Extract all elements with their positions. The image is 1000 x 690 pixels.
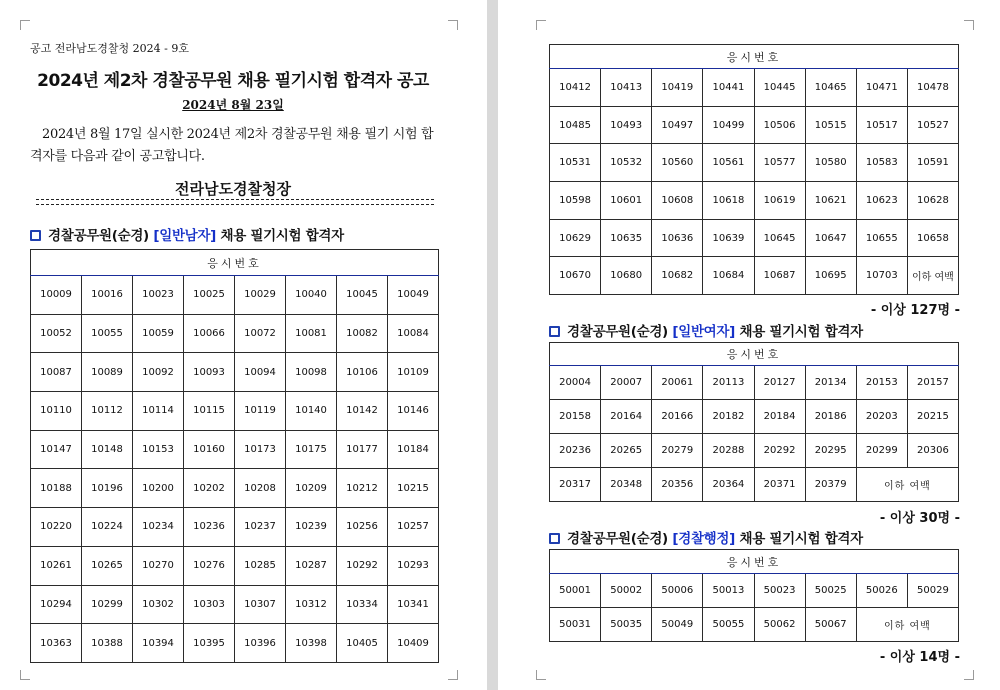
applicant-number-cell: 20379 [805, 468, 856, 502]
applicant-number-cell: 10093 [184, 353, 235, 392]
applicant-number-cell: 10208 [235, 469, 286, 508]
applicant-number-cell: 10682 [652, 257, 703, 295]
table-row [550, 468, 959, 502]
applicant-number-cell: 20186 [805, 400, 856, 434]
applicant-number-cell: 10621 [805, 182, 856, 220]
applicant-number-cell: 10292 [337, 546, 388, 585]
applicant-number-cell: 10687 [754, 257, 805, 295]
table-row [31, 276, 439, 315]
document-date [30, 96, 436, 113]
applicant-number-cell: 10112 [82, 392, 133, 431]
section-highlight: [일반남자] [153, 228, 217, 244]
applicant-number-cell: 10619 [754, 182, 805, 220]
applicant-number-cell: 20295 [805, 434, 856, 468]
page-margin-corner [536, 670, 546, 680]
applicant-number-cell: 20215 [907, 400, 958, 434]
applicant-number-cell: 20356 [652, 468, 703, 502]
applicant-number-cell: 10109 [388, 353, 439, 392]
applicant-number-cell: 20317 [550, 468, 601, 502]
applicant-number-cell: 10294 [31, 585, 82, 624]
applicant-number-cell: 20306 [907, 434, 958, 468]
applicant-number-cell: 50035 [601, 608, 652, 642]
applicant-number-cell: 10445 [754, 69, 805, 107]
applicant-number-cell: 50013 [703, 574, 754, 608]
applicant-number-cell: 10066 [184, 314, 235, 353]
applicant-number-cell: 10098 [286, 353, 337, 392]
applicant-number-cell: 20265 [601, 434, 652, 468]
applicant-number-table-female [549, 342, 959, 502]
applicant-number-cell: 10270 [133, 546, 184, 585]
applicant-number-cell: 10560 [652, 144, 703, 182]
applicant-number-cell: 10052 [31, 314, 82, 353]
applicant-number-cell: 10025 [184, 276, 235, 315]
applicant-number-cell: 10629 [550, 219, 601, 257]
page-margin-corner [20, 670, 30, 680]
applicant-number-cell: 10645 [754, 219, 805, 257]
applicant-number-cell: 10234 [133, 508, 184, 547]
applicant-number-cell: 50049 [652, 608, 703, 642]
applicant-number-cell: 10147 [31, 430, 82, 469]
applicant-number-cell: 20236 [550, 434, 601, 468]
applicant-number-cell: 20158 [550, 400, 601, 434]
applicant-number-cell: 50026 [856, 574, 907, 608]
applicant-number-cell: 10580 [805, 144, 856, 182]
applicant-number-cell: 10045 [337, 276, 388, 315]
applicant-number-cell: 10200 [133, 469, 184, 508]
applicant-number-cell: 10115 [184, 392, 235, 431]
applicant-number-cell: 10561 [703, 144, 754, 182]
applicant-number-cell: 20134 [805, 366, 856, 400]
table-header: 응시번호 [550, 45, 959, 69]
applicant-number-cell: 10628 [907, 182, 958, 220]
applicant-number-cell: 20184 [754, 400, 805, 434]
applicant-number-cell: 10089 [82, 353, 133, 392]
applicant-number-cell: 10655 [856, 219, 907, 257]
applicant-number-cell: 10670 [550, 257, 601, 295]
applicant-number-cell: 20113 [703, 366, 754, 400]
applicant-number-cell: 50062 [754, 608, 805, 642]
applicant-number-cell: 10261 [31, 546, 82, 585]
applicant-number-cell: 10419 [652, 69, 703, 107]
table-row [31, 392, 439, 431]
applicant-number-cell: 20007 [601, 366, 652, 400]
applicant-number-cell: 50006 [652, 574, 703, 608]
applicant-number-cell: 10237 [235, 508, 286, 547]
applicant-number-cell: 20127 [754, 366, 805, 400]
applicant-number-cell: 10506 [754, 106, 805, 144]
applicant-number-cell: 10276 [184, 546, 235, 585]
applicant-number-cell: 10072 [235, 314, 286, 353]
count-total-administration: - 이상 14명 - [879, 650, 960, 665]
applicant-number-cell: 20279 [652, 434, 703, 468]
count-total-female: - 이상 30명 - [879, 511, 960, 526]
applicant-number-cell: 10082 [337, 314, 388, 353]
applicant-number-cell: 10695 [805, 257, 856, 295]
section-highlight: [일반여자] [672, 324, 736, 340]
document-page-right [498, 0, 1000, 690]
applicant-number-cell: 10703 [856, 257, 907, 295]
document-body: 2024년 8월 17일 실시한 2024년 제2차 경찰공무원 채용 필기 시험 합격자를 다음과 같이 공고합니다. [30, 127, 434, 164]
applicant-number-cell: 20157 [907, 366, 958, 400]
applicant-number-cell: 10023 [133, 276, 184, 315]
applicant-number-cell: 50029 [907, 574, 958, 608]
applicant-number-cell: 10177 [337, 430, 388, 469]
applicant-number-cell: 10395 [184, 624, 235, 663]
applicant-number-cell: 10307 [235, 585, 286, 624]
applicant-number-cell: 10173 [235, 430, 286, 469]
applicant-number-cell: 10312 [286, 585, 337, 624]
applicant-number-cell: 20061 [652, 366, 703, 400]
applicant-number-cell: 10394 [133, 624, 184, 663]
applicant-number-cell: 10153 [133, 430, 184, 469]
table-row [31, 314, 439, 353]
applicant-number-cell: 10647 [805, 219, 856, 257]
applicant-number-cell: 10636 [652, 219, 703, 257]
table-header: 응시번호 [550, 550, 959, 574]
section-title-general-female [549, 320, 863, 340]
applicant-number-cell: 10515 [805, 106, 856, 144]
applicant-number-cell: 10287 [286, 546, 337, 585]
applicant-number-cell: 10196 [82, 469, 133, 508]
applicant-number-cell: 10684 [703, 257, 754, 295]
page-margin-corner [448, 20, 458, 30]
applicant-number-cell: 10114 [133, 392, 184, 431]
table-row [550, 608, 959, 642]
table-row [550, 434, 959, 468]
page-margin-corner [20, 20, 30, 30]
applicant-number-cell: 10388 [82, 624, 133, 663]
applicant-number-cell: 10363 [31, 624, 82, 663]
checkbox-square-icon [549, 326, 560, 337]
applicant-number-cell: 10084 [388, 314, 439, 353]
applicant-number-cell: 50055 [703, 608, 754, 642]
applicant-number-cell: 10110 [31, 392, 82, 431]
applicant-number-cell: 10184 [388, 430, 439, 469]
applicant-number-cell: 10591 [907, 144, 958, 182]
page-margin-corner [448, 670, 458, 680]
applicant-number-cell: 50025 [805, 574, 856, 608]
applicant-number-cell: 10608 [652, 182, 703, 220]
applicant-number-cell: 20292 [754, 434, 805, 468]
checkbox-square-icon [30, 230, 41, 241]
applicant-number-cell: 10202 [184, 469, 235, 508]
applicant-number-cell: 10299 [82, 585, 133, 624]
section-highlight: [경찰행정] [672, 531, 736, 547]
count-total-male: - 이상 127명 - [870, 303, 960, 318]
applicant-number-cell: 20299 [856, 434, 907, 468]
applicant-number-cell: 10081 [286, 314, 337, 353]
document-title: 2024년 제2차 경찰공무원 채용 필기시험 합격자 공고 [37, 71, 429, 91]
section-prefix: 경찰공무원(순경) [567, 324, 673, 340]
applicant-number-cell: 10635 [601, 219, 652, 257]
applicant-number-cell: 10618 [703, 182, 754, 220]
applicant-number-cell: 10009 [31, 276, 82, 315]
applicant-number-cell: 20288 [703, 434, 754, 468]
table-row [550, 69, 959, 107]
applicant-number-cell: 10092 [133, 353, 184, 392]
blank-remainder-note: 이하 여백 [856, 608, 958, 642]
applicant-number-cell: 10303 [184, 585, 235, 624]
applicant-number-cell: 10412 [550, 69, 601, 107]
applicant-number-cell: 10531 [550, 144, 601, 182]
applicant-number-cell: 20364 [703, 468, 754, 502]
section-title-general-male [30, 224, 344, 244]
applicant-number-cell: 10146 [388, 392, 439, 431]
section-suffix: 채용 필기시험 합격자 [735, 531, 863, 547]
applicant-number-cell: 10049 [388, 276, 439, 315]
issuing-agency: 전라남도경찰청장 [175, 180, 291, 198]
table-row [550, 106, 959, 144]
applicant-number-cell: 10293 [388, 546, 439, 585]
applicant-number-cell: 50067 [805, 608, 856, 642]
applicant-number-cell: 10142 [337, 392, 388, 431]
page-margin-corner [964, 20, 974, 30]
applicant-number-cell: 10413 [601, 69, 652, 107]
applicant-number-cell: 10265 [82, 546, 133, 585]
applicant-number-cell: 10493 [601, 106, 652, 144]
applicant-number-cell: 50002 [601, 574, 652, 608]
table-row [31, 430, 439, 469]
document-page-left [0, 0, 487, 690]
table-row [550, 182, 959, 220]
blank-remainder-note: 이하 여백 [856, 468, 958, 502]
section-title-police-administration [549, 527, 863, 547]
applicant-number-cell: 10160 [184, 430, 235, 469]
applicant-number-cell: 10517 [856, 106, 907, 144]
applicant-number-cell: 20153 [856, 366, 907, 400]
date-text: 2024년 8월 23일 [182, 98, 284, 112]
applicant-number-cell: 10341 [388, 585, 439, 624]
applicant-number-cell: 10119 [235, 392, 286, 431]
applicant-number-cell: 10256 [337, 508, 388, 547]
table-row [550, 400, 959, 434]
applicant-number-cell: 10059 [133, 314, 184, 353]
table-row [31, 508, 439, 547]
table-row [31, 353, 439, 392]
applicant-number-cell: 10236 [184, 508, 235, 547]
applicant-number-cell: 10094 [235, 353, 286, 392]
applicant-number-cell: 10680 [601, 257, 652, 295]
applicant-number-cell: 10257 [388, 508, 439, 547]
applicant-number-cell: 10016 [82, 276, 133, 315]
applicant-number-cell: 10334 [337, 585, 388, 624]
applicant-number-cell: 10087 [31, 353, 82, 392]
applicant-number-cell: 10239 [286, 508, 337, 547]
applicant-number-cell: 10215 [388, 469, 439, 508]
page-margin-corner [536, 20, 546, 30]
applicant-number-cell: 20371 [754, 468, 805, 502]
table-row [550, 257, 959, 295]
applicant-number-cell: 10485 [550, 106, 601, 144]
applicant-number-cell: 10405 [337, 624, 388, 663]
applicant-number-cell: 10441 [703, 69, 754, 107]
applicant-number-cell: 10527 [907, 106, 958, 144]
double-divider [36, 199, 434, 205]
applicant-number-cell: 20203 [856, 400, 907, 434]
applicant-number-cell: 50023 [754, 574, 805, 608]
applicant-number-cell: 10188 [31, 469, 82, 508]
table-row [550, 219, 959, 257]
table-row [550, 574, 959, 608]
section-prefix: 경찰공무원(순경) [48, 228, 154, 244]
table-row [31, 585, 439, 624]
applicant-number-cell: 10465 [805, 69, 856, 107]
applicant-number-table-administration [549, 549, 959, 642]
applicant-number-cell: 10140 [286, 392, 337, 431]
table-row [31, 546, 439, 585]
applicant-number-cell: 10583 [856, 144, 907, 182]
applicant-number-cell: 10029 [235, 276, 286, 315]
table-row [31, 469, 439, 508]
applicant-number-cell: 20004 [550, 366, 601, 400]
applicant-number-cell: 10220 [31, 508, 82, 547]
applicant-number-cell: 10175 [286, 430, 337, 469]
applicant-number-cell: 10471 [856, 69, 907, 107]
applicant-number-cell: 20166 [652, 400, 703, 434]
applicant-number-cell: 10639 [703, 219, 754, 257]
section-suffix: 채용 필기시험 합격자 [735, 324, 863, 340]
applicant-number-cell: 10302 [133, 585, 184, 624]
applicant-number-cell: 10055 [82, 314, 133, 353]
section-suffix: 채용 필기시험 합격자 [216, 228, 344, 244]
applicant-number-cell: 10212 [337, 469, 388, 508]
applicant-number-cell: 이하 여백 [907, 257, 958, 295]
applicant-number-cell: 10623 [856, 182, 907, 220]
applicant-number-cell: 10532 [601, 144, 652, 182]
applicant-number-cell: 10658 [907, 219, 958, 257]
table-header: 응시번호 [31, 250, 439, 276]
applicant-number-cell: 10209 [286, 469, 337, 508]
table-row [550, 144, 959, 182]
checkbox-square-icon [549, 533, 560, 544]
page-margin-corner [964, 670, 974, 680]
applicant-number-cell: 10497 [652, 106, 703, 144]
table-row [31, 624, 439, 663]
section-prefix: 경찰공무원(순경) [567, 531, 673, 547]
applicant-number-cell: 10598 [550, 182, 601, 220]
applicant-number-cell: 10040 [286, 276, 337, 315]
applicant-number-table-male-1 [30, 249, 439, 663]
applicant-number-cell: 10285 [235, 546, 286, 585]
applicant-number-cell: 50001 [550, 574, 601, 608]
applicant-number-cell: 20182 [703, 400, 754, 434]
applicant-number-cell: 10224 [82, 508, 133, 547]
applicant-number-cell: 10398 [286, 624, 337, 663]
applicant-number-cell: 20164 [601, 400, 652, 434]
applicant-number-table-male-2 [549, 44, 959, 295]
applicant-number-cell: 10106 [337, 353, 388, 392]
applicant-number-cell: 10396 [235, 624, 286, 663]
applicant-number-cell: 50031 [550, 608, 601, 642]
applicant-number-cell: 10409 [388, 624, 439, 663]
applicant-number-cell: 20348 [601, 468, 652, 502]
applicant-number-cell: 10577 [754, 144, 805, 182]
table-header: 응시번호 [550, 343, 959, 366]
applicant-number-cell: 10478 [907, 69, 958, 107]
table-row [550, 366, 959, 400]
applicant-number-cell: 10499 [703, 106, 754, 144]
notice-number: 공고 전라남도경찰청 2024 - 9호 [30, 42, 189, 55]
applicant-number-cell: 10148 [82, 430, 133, 469]
applicant-number-cell: 10601 [601, 182, 652, 220]
